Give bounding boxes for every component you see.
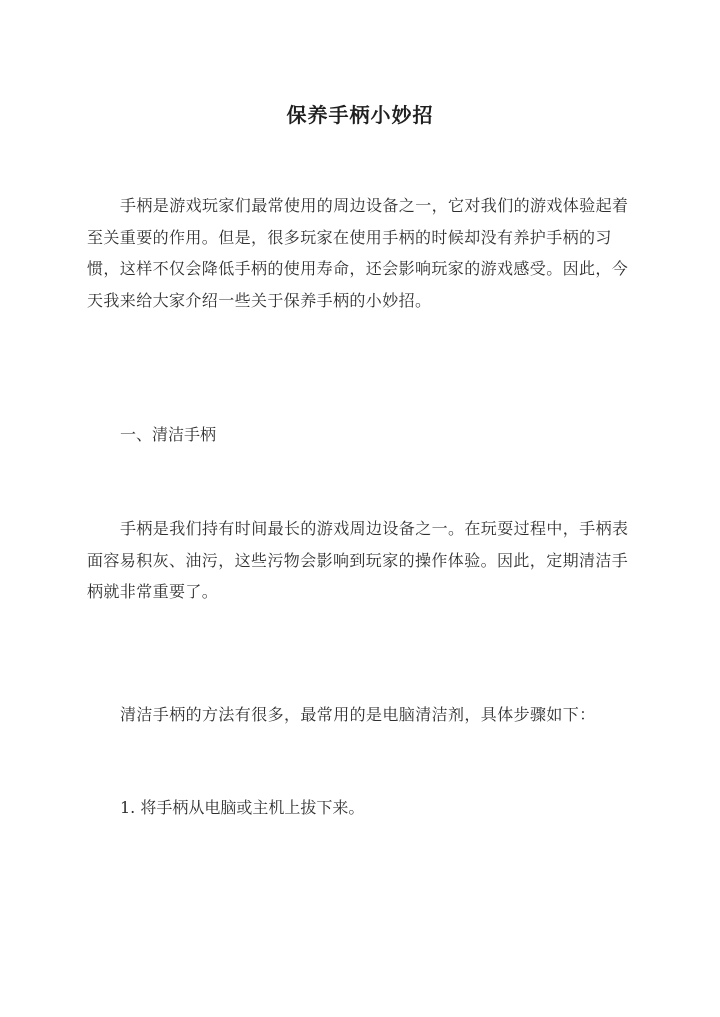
document-title: 保养手柄小妙招 [286,103,434,128]
intro-paragraph: 手柄是游戏玩家们最常使用的周边设备之一，它对我们的游戏体验起着至关重要的作用。但是，很多玩家在使用手柄的时候却没有养护手柄的习惯，这样不仅会降低手柄的使用寿命，还会影响玩家的游戏感受。因此，今天我来给大家介绍一些关于保养手柄的小妙招。 [87,196,629,310]
cleaning-paragraph: 手柄是我们持有时间最长的游戏周边设备之一。在玩耍过程中，手柄表面容易积灰、油污，这些污物会影响到玩家的操作体验。因此，定期清洁手柄就非常重要了。 [87,519,629,601]
section-heading-cleaning: 一、清洁手柄 [120,425,217,444]
cleaning-method-paragraph: 清洁手柄的方法有很多，最常用的是电脑清洁剂，具体步骤如下： [120,705,596,724]
step-item-1: 1. 将手柄从电脑或主机上拔下来。 [120,798,365,817]
